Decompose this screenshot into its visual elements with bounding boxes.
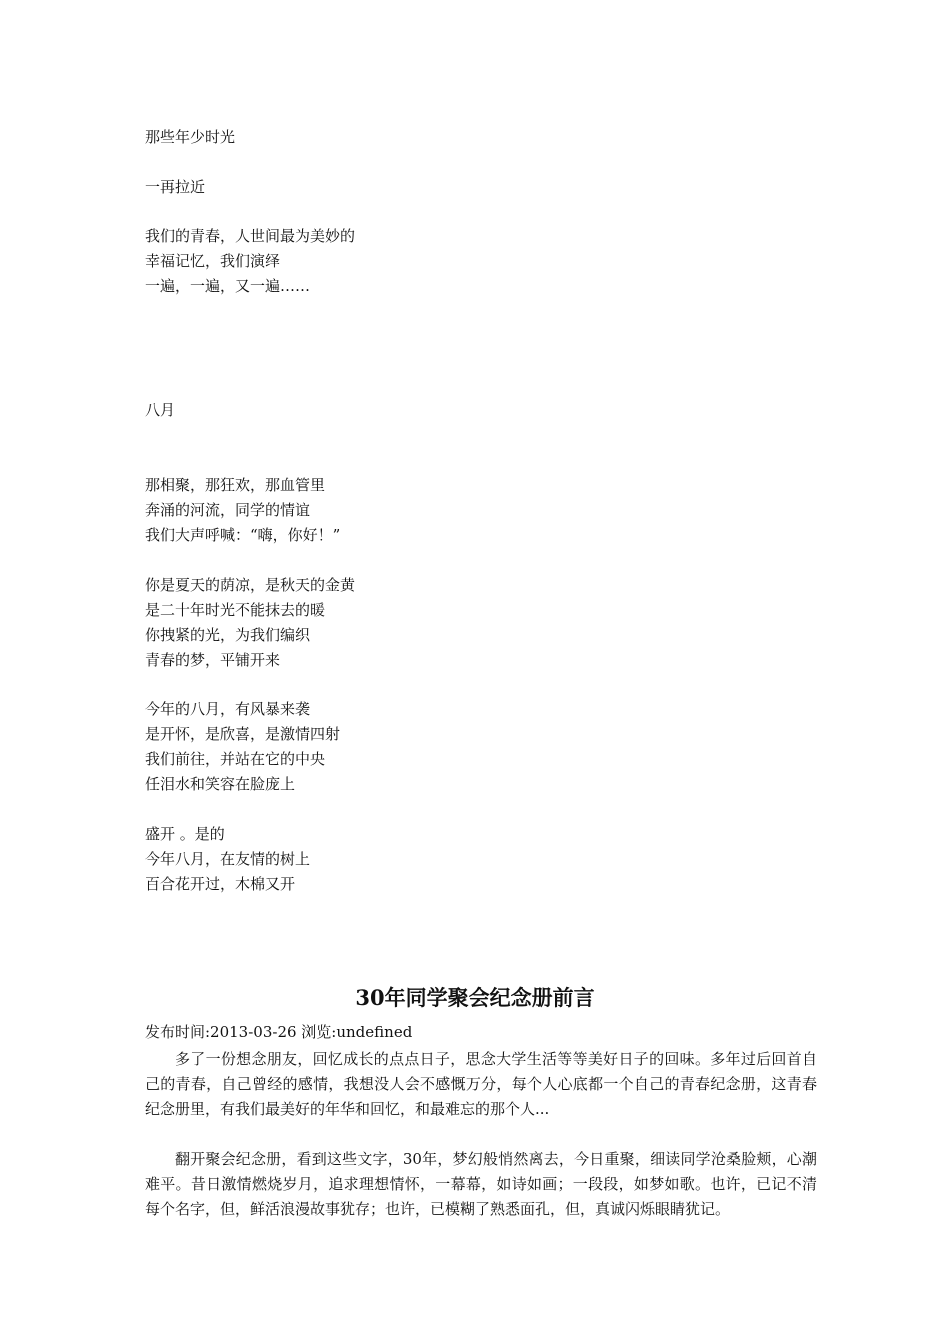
poem-line: 幸福记忆，我们演绎 (145, 252, 281, 270)
poem-line: 盛开 。是的 (145, 825, 225, 843)
article-paragraph: 翻开聚会纪念册，看到这些文字，30年，梦幻般悄然离去，今日重聚，细读同学沧桑脸颊，心潮难平。昔日激情燃烧岁月，追求理想情怀，一幕幕，如诗如画；一段段，如梦如歌。也许，已记不清每个名字，但，鲜活浪漫故事犹存；也许，已模糊了熟悉面孔，但，真诚闪烁眼睛犹记。 (145, 1150, 817, 1218)
poem-line: 我们前往，并站在它的中央 (145, 750, 326, 768)
poem-section-heading: 八月 (145, 401, 176, 419)
poem-line: 奔涌的河流，同学的情谊 (145, 501, 311, 519)
poem-line: 青春的梦，平铺开来 (145, 651, 281, 669)
poem-line: 是二十年时光不能抹去的暖 (145, 601, 326, 619)
poem-line: 今年八月，在友情的树上 (145, 850, 311, 868)
poem-line: 我们的青春，人世间最为美妙的 (145, 227, 356, 245)
article-paragraph: 多了一份想念朋友，回忆成长的点点日子，思念大学生活等等美好日子的回味。多年过后回首自己的青春，自己曾经的感情，我想没人会不感慨万分，每个人心底都一个自己的青春纪念册，这青春纪念册里，有我们最美好的年华和回忆，和最难忘的那个人... (145, 1050, 817, 1118)
poem-line: 一再拉近 (145, 178, 206, 196)
article-meta: 发布时间:2013-03-26 浏览:undefined (145, 1023, 413, 1041)
poem-line: 那些年少时光 (145, 128, 236, 146)
poem-line: 是开怀，是欣喜，是激情四射 (145, 725, 341, 743)
poem-line: 一遍，一遍，又一遍…… (145, 277, 311, 295)
poem-line: 我们大声呼喊：“嗨，你好！” (145, 526, 341, 544)
poem-line: 那相聚，那狂欢，那血管里 (145, 476, 326, 494)
poem-line: 你是夏天的荫凉，是秋天的金黄 (145, 576, 356, 594)
poem-line: 今年的八月，有风暴来袭 (145, 700, 311, 718)
article-title: 30年同学聚会纪念册前言 (355, 985, 595, 1010)
poem-line: 任泪水和笑容在脸庞上 (145, 775, 296, 793)
poem-line: 你拽紧的光，为我们编织 (145, 626, 311, 644)
poem-line: 百合花开过，木棉又开 (145, 875, 296, 893)
